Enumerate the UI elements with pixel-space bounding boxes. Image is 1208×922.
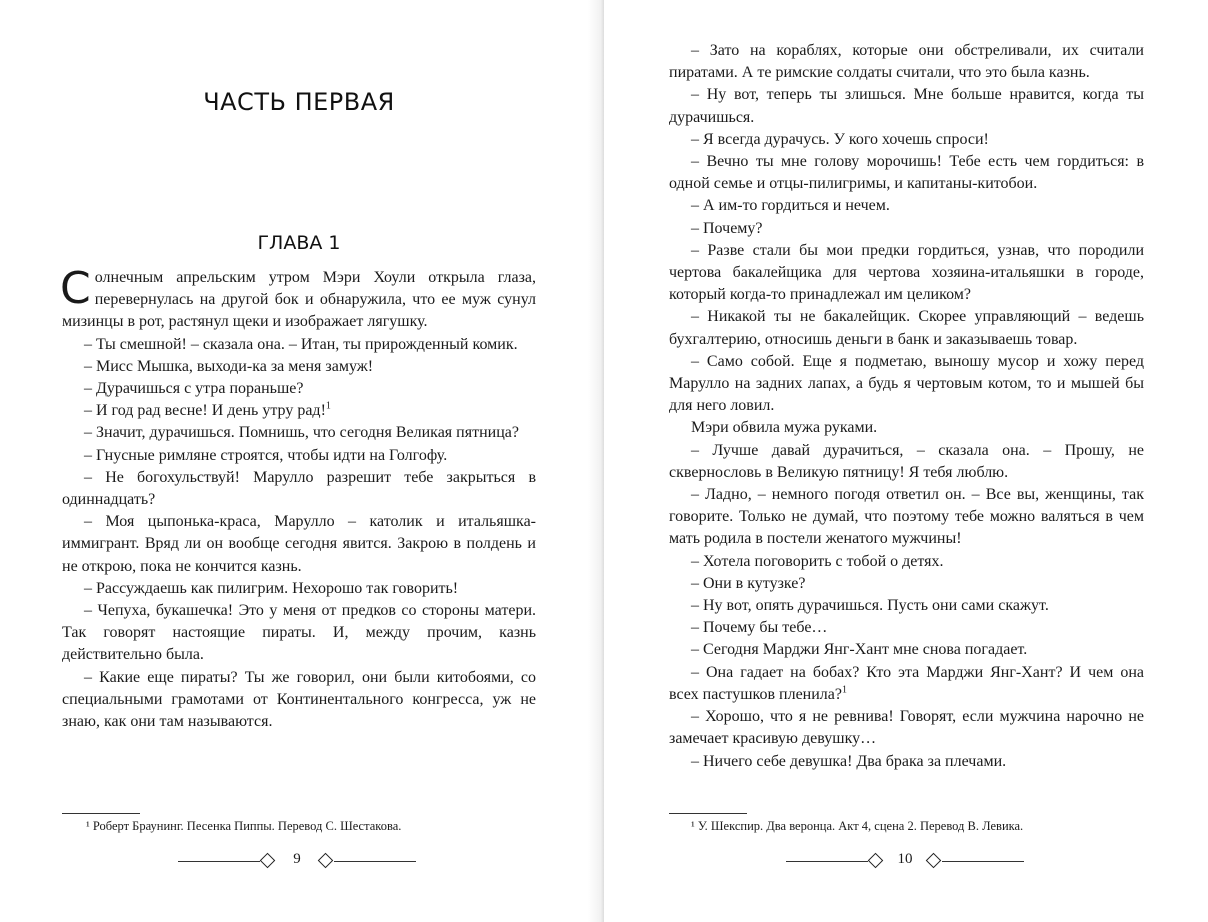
paragraph — [669, 662, 1144, 706]
body-text — [60, 263, 536, 733]
page-number: 10 — [897, 851, 913, 867]
paragraph — [669, 129, 1144, 151]
paragraph — [62, 445, 536, 467]
paragraph — [669, 573, 1144, 595]
part-title: ЧАСТЬ ПЕРВАЯ — [203, 88, 395, 116]
paragraph — [669, 751, 1144, 773]
diamond-ornament-icon — [260, 853, 276, 869]
paragraph — [669, 195, 1144, 217]
paragraph — [62, 511, 536, 578]
page-number: 9 — [293, 851, 301, 867]
paragraph-text: – Хотела поговорить с тобой о детях. — [691, 552, 944, 570]
paragraph — [669, 218, 1144, 240]
body-text — [669, 40, 1144, 773]
paragraph — [62, 356, 536, 378]
paragraph — [669, 417, 1144, 439]
footnote-rule — [669, 813, 747, 814]
diamond-ornament-icon — [318, 853, 334, 869]
paragraph-text: – Вечно ты мне голову морочишь! Тебе есть чем гордиться: в одной семье и отцы-пилигримы, и капитаны-китобои. — [669, 153, 1144, 193]
paragraph-text: – Сегодня Марджи Янг-Хант мне снова погадает. — [691, 641, 1028, 659]
page-folio — [786, 848, 1026, 874]
paragraph-text: – Они в кутузке? — [691, 574, 806, 592]
paragraph — [669, 440, 1144, 484]
paragraph-text: – И год рад весне! И день утру рад! — [84, 402, 326, 420]
paragraph-text: Мэри обвила мужа руками. — [691, 419, 878, 437]
paragraph — [62, 378, 536, 400]
paragraph-text: – Почему бы тебе… — [691, 619, 828, 637]
paragraph — [669, 639, 1144, 661]
paragraph-text: – А им-то гордиться и нечем. — [691, 197, 890, 215]
paragraph — [62, 334, 536, 356]
paragraph-text: – Ладно, – немного погодя ответил он. – Все вы, женщины, так говорите. Только не думай, что поэтому тебе можно валяться в чем мать родила в постели женатого мужчины! — [669, 486, 1144, 548]
paragraph-text: – Дурачишься с утра пораньше? — [84, 380, 304, 398]
paragraph — [669, 351, 1144, 418]
paragraph-text: – Ну вот, теперь ты злишься. Мне больше нравится, когда ты дурачишься. — [669, 86, 1144, 126]
paragraph — [669, 595, 1144, 617]
footnote: ¹ У. Шекспир. Два веронца. Акт 4, сцена 2. Перевод В. Левика. — [691, 819, 1024, 833]
paragraph — [669, 84, 1144, 128]
paragraph — [60, 263, 536, 334]
paragraph-text: – Я всегда дурачусь. У кого хочешь спроси! — [691, 130, 989, 148]
paragraph-text: – Хорошо, что я не ревнива! Говорят, если мужчина нарочно не замечает красивую девушку… — [669, 708, 1144, 748]
footnote-marker: 1 — [842, 684, 847, 696]
folio-line-left — [178, 861, 260, 862]
paragraph-text: – Разве стали бы мои предки гордиться, узнав, что породили чертова бакалейщика для чертова хозяина-итальяшки в городе, который когда-то принадлежал им целиком? — [669, 241, 1144, 304]
folio-line-left — [786, 861, 868, 862]
paragraph-text: – Само собой. Еще я подметаю, выношу мусор и хожу перед Марулло на задних лапах, а будь я чертовым котом, то и мышей бы для него ловил. — [669, 352, 1144, 415]
paragraph — [669, 40, 1144, 84]
paragraph-text: – Какие еще пираты? Ты же говорил, они были китобоями, со специальными грамотами от Континентального конгресса, уж не знаю, как они там называются. — [62, 668, 536, 731]
paragraph — [62, 467, 536, 511]
paragraph — [669, 617, 1144, 639]
paragraph-text: – Гнусные римляне строятся, чтобы идти на Голгофу. — [84, 446, 448, 464]
paragraph — [62, 400, 536, 422]
paragraph-text: – Она гадает на бобах? Кто эта Марджи Янг-Хант? И чем она всех пастушков пленила? — [669, 663, 1144, 703]
paragraph — [62, 600, 536, 667]
diamond-ornament-icon — [926, 853, 942, 869]
diamond-ornament-icon — [868, 853, 884, 869]
paragraph-text: – Чепуха, букашечка! Это у меня от предков со стороны матери. Так говорят настоящие пираты. И, между прочим, казнь действительно была. — [62, 602, 536, 664]
paragraph-text: – Никакой ты не бакалейщик. Скорее управляющий – ведешь бухгалтерию, относишь деньги в банк и заказываешь товар. — [669, 308, 1144, 348]
paragraph-text: – Ты смешной! – сказала она. – Итан, ты прирожденный комик. — [84, 335, 518, 353]
drop-cap: С — [60, 263, 91, 314]
paragraph-text: – Ну вот, опять дурачишься. Пусть они сами скажут. — [691, 597, 1049, 615]
paragraph-text: – Не богохульствуй! Марулло разрешит тебе закрыться в одиннадцать? — [62, 468, 536, 509]
paragraph-text: – Ничего себе девушка! Два брака за плечами. — [691, 752, 1007, 770]
right-page — [604, 0, 1208, 922]
paragraph — [669, 240, 1144, 307]
paragraph-text: олнечным апрельским утром Мэри Хоули открыла глаза, перевернулась на другой бок и обнаружила, что ее муж сунул мизинцы в рот, растянул щеки и изображает лягушку. — [62, 269, 536, 331]
paragraph-text: – Мисс Мышка, выходи-ка за меня замуж! — [84, 357, 374, 375]
paragraph — [669, 551, 1144, 573]
page-folio — [178, 848, 418, 874]
paragraph — [669, 151, 1144, 195]
paragraph — [669, 484, 1144, 551]
left-page — [0, 0, 600, 922]
paragraph-text: – Значит, дурачишься. Помнишь, что сегодня Великая пятница? — [84, 424, 519, 442]
paragraph-text: – Моя цыпонька-краса, Марулло – католик и итальяшка-иммигрант. Вряд ли он вообще сегодня явится. Закрою в полдень и не открою, пока не кончится казнь. — [62, 513, 536, 575]
paragraph-text: – Лучше давай дурачиться, – сказала она. – Прошу, не сквернословь в Великую пятницу! Я тебя люблю. — [669, 441, 1144, 481]
paragraph-text: – Рассуждаешь как пилигрим. Нехорошо так говорить! — [84, 579, 459, 597]
footnote-rule — [62, 813, 140, 814]
footnote-marker: 1 — [325, 400, 331, 412]
paragraph — [62, 667, 536, 734]
folio-line-right — [334, 861, 416, 862]
chapter-title: ГЛАВА 1 — [257, 232, 341, 254]
paragraph — [669, 306, 1144, 350]
paragraph-text: – Зато на кораблях, которые они обстреливали, их считали пиратами. А те римские солдаты считали, что это была казнь. — [669, 42, 1144, 82]
paragraph — [62, 578, 536, 600]
paragraph — [669, 706, 1144, 750]
paragraph — [62, 422, 536, 444]
footnote: ¹ Роберт Браунинг. Песенка Пиппы. Перевод С. Шестакова. — [86, 819, 402, 833]
paragraph-text: – Почему? — [691, 219, 763, 237]
folio-line-right — [942, 861, 1024, 862]
